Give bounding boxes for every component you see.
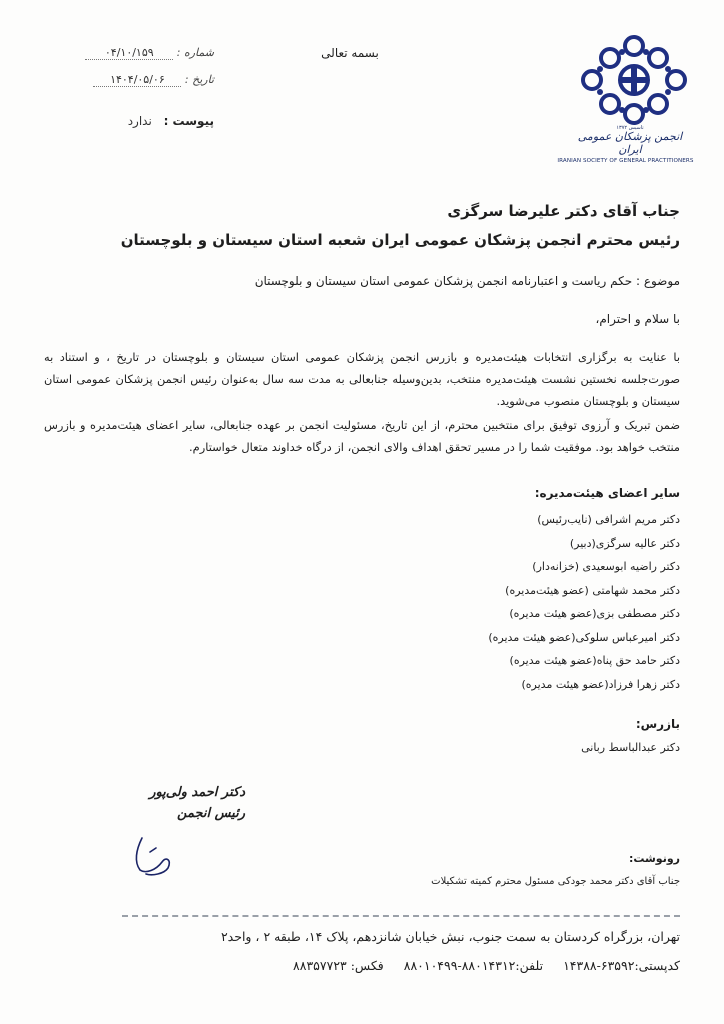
signatory-title: رئیس انجمن — [177, 806, 245, 821]
board-member: دکتر مریم اشرافی (نایب‌رئیس) — [537, 513, 680, 526]
letter-date — [93, 73, 214, 87]
attachment-label: پیوست : — [163, 114, 214, 128]
signatory-name: دکتر احمد ولی‌پور — [149, 785, 245, 800]
board-members-list — [488, 510, 680, 698]
date-label: تاریخ : — [184, 73, 214, 86]
letter-subject: موضوع : حکم ریاست و اعتبارنامه انجمن پزشکان عمومی استان سیستان و بلوچستان — [254, 274, 680, 288]
number-value: ۰۴/۱۰/۱۵۹ — [85, 46, 173, 60]
board-member: دکتر راضیه ابوسعیدی (خزانه‌دار) — [532, 560, 680, 573]
cc-recipient: جناب آقای دکتر محمد جودکی مسئول محترم کمیته تشکیلات — [431, 876, 680, 887]
footer-divider — [122, 915, 680, 917]
cc-title: رونوشت: — [628, 852, 680, 865]
body-paragraph-1: با عنایت به برگزاری انتخابات هیئت‌مدیره و بازرس انجمن پزشکان عمومی استان سیستان و بلوچستان در تاریخ ، و استناد به صورت‌جلسه نخستین نشست هیئت‌مدیره منتخب، بدین‌وسیله جنابعالی به مدت سه سال به‌عنوان رئیس انجمن پزشکان عمومی استان سیستان و بلوچستان منصوب می‌شوید. — [44, 350, 680, 408]
body-paragraph-2: ضمن تبریک و آرزوی توفیق برای منتخبین محترم، از این تاریخ، مسئولیت انجمن بر عهده جنابعالی، سایر اعضای هیئت‌مدیره و بازرس منتخب خواهد بود. موفقیت شما را در مسیر تحقق اهداف والای انجمن، از درگاه خداوند متعال خواستارم. — [44, 418, 680, 454]
bismillah: بسمه تعالی — [321, 46, 379, 60]
logo-founded: تاسیس ۱۳۷۲ — [616, 125, 644, 131]
footer-fax: فکس: ۸۸۳۵۷۷۲۳ — [293, 958, 384, 973]
board-members-title: سایر اعضای هیئت‌مدیره: — [534, 486, 680, 500]
board-member: دکتر امیرعباس سلوکی(عضو هیئت مدیره) — [488, 630, 680, 644]
inspector-title: بازرس: — [635, 717, 680, 731]
number-label: شماره : — [176, 46, 214, 59]
letter-attachment — [120, 114, 214, 128]
board-member: دکتر عالیه سرگزی(دبیر) — [569, 536, 680, 550]
board-member: دکتر زهرا فرزاد(عضو هیئت مدیره) — [521, 677, 680, 691]
footer-address: تهران، بزرگراه کردستان به سمت جنوب، نبش خیابان شانزدهم، پلاک ۱۴، طبقه ۲ ، واحد۲ — [220, 929, 680, 944]
board-member: دکتر محمد شهامتی (عضو هیئت‌مدیره) — [505, 583, 680, 597]
board-member: دکتر مصطفی بزی(عضو هیئت مدیره) — [509, 607, 680, 620]
footer-phone: تلفن:۸۸۰۱۴۳۱۲-۸۸۰۱۰۴۹۹ — [403, 958, 544, 973]
attachment-value: ندارد — [127, 114, 152, 128]
society-logo-icon — [570, 28, 698, 128]
addressee-title: رئیس محترم انجمن پزشکان عمومی ایران شعبه استان سیستان و بلوچستان — [120, 231, 680, 249]
footer-postal-code: کدپستی:۶۳۵۹۲-۱۴۳۸۸ — [563, 958, 680, 973]
inspector-name: دکتر عبدالباسط ربانی — [581, 741, 680, 754]
board-member: دکتر حامد حق پناه(عضو هیئت مدیره) — [509, 654, 680, 667]
footer-contacts — [277, 958, 680, 973]
logo-name-fa: انجمن پزشکان عمومی ایران — [577, 130, 683, 156]
letter-number — [85, 46, 214, 60]
addressee-name: جناب آقای دکتر علیرضا سرگزی — [447, 202, 680, 220]
handwritten-signature — [122, 830, 192, 880]
date-value: ۱۴۰۴/۰۵/۰۶ — [93, 73, 181, 87]
logo-name-en: IRANIAN SOCIETY OF GENERAL PRACTITIONERS — [557, 158, 694, 164]
letter-greeting: با سلام و احترام، — [595, 312, 680, 326]
